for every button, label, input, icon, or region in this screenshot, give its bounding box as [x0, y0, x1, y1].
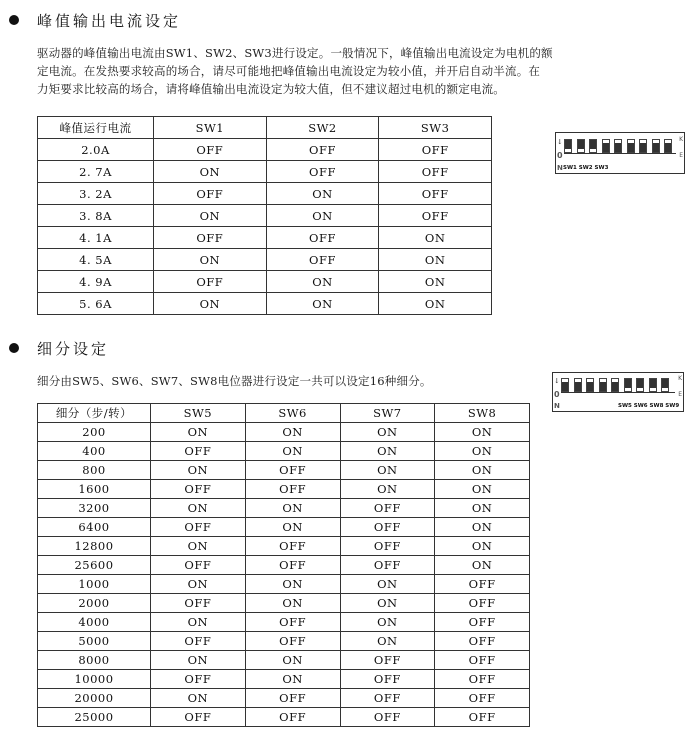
switch-state-cell: ON [340, 613, 435, 632]
switch-state-cell: OFF [435, 689, 530, 708]
microstep-description: 细分由SW5、SW6、SW7、SW8电位器进行设定一共可以设定16种细分。 [37, 374, 432, 388]
switch-state-cell: ON [435, 499, 530, 518]
row-label-cell: 200 [38, 423, 151, 442]
switch-state-cell: OFF [151, 594, 246, 613]
switch-state-cell: OFF [435, 594, 530, 613]
switch-state-cell: ON [266, 271, 379, 293]
table-row [38, 556, 530, 575]
table-row [38, 227, 492, 249]
peak-current-description [37, 44, 627, 98]
row-label-cell: 400 [38, 442, 151, 461]
row-label-cell: 10000 [38, 670, 151, 689]
row-label-cell: 8000 [38, 651, 151, 670]
table-row [38, 537, 530, 556]
table-row [38, 249, 492, 271]
table-row [38, 205, 492, 227]
switch-state-cell: ON [245, 594, 340, 613]
dip-switch-off [664, 139, 672, 153]
switch-state-cell: ON [151, 651, 246, 670]
dip-switch-on [577, 139, 585, 153]
row-label-cell: 4000 [38, 613, 151, 632]
dip-switch-off [652, 139, 660, 153]
section-bullet [9, 343, 19, 353]
arrow-down-icon: ↓ [557, 138, 563, 146]
switch-state-cell: OFF [266, 249, 379, 271]
switch-state-cell: OFF [379, 139, 492, 161]
switch-state-cell: ON [245, 670, 340, 689]
switch-state-cell: OFF [379, 183, 492, 205]
switch-state-cell: ON [151, 537, 246, 556]
row-label-cell: 25600 [38, 556, 151, 575]
switch-state-cell: ON [379, 227, 492, 249]
switch-state-cell: OFF [151, 670, 246, 689]
switch-state-cell: ON [245, 423, 340, 442]
dip-zero-mark: 0 [554, 390, 560, 399]
switch-state-cell: OFF [245, 461, 340, 480]
switch-state-cell: ON [154, 205, 267, 227]
switch-state-cell: OFF [245, 632, 340, 651]
row-label-cell: 1000 [38, 575, 151, 594]
switch-state-cell: ON [245, 651, 340, 670]
section-heading-peak-current: 峰值输出电流设定 [37, 12, 182, 30]
switch-state-cell: OFF [435, 632, 530, 651]
dip-switch-off [639, 139, 647, 153]
switch-state-cell: OFF [340, 556, 435, 575]
peak-current-table [37, 116, 492, 315]
switch-state-cell: OFF [340, 518, 435, 537]
switch-state-cell: ON [340, 632, 435, 651]
switch-state-cell: ON [151, 423, 246, 442]
switch-state-cell: ON [435, 518, 530, 537]
dip-switch-off [574, 378, 582, 392]
table-header-row [38, 404, 530, 423]
switch-state-cell: OFF [266, 161, 379, 183]
row-label-cell: 3. 2A [38, 183, 154, 205]
row-label-cell: 2000 [38, 594, 151, 613]
table-row [38, 708, 530, 727]
switch-state-cell: ON [340, 423, 435, 442]
table-row [38, 689, 530, 708]
switch-state-cell: ON [340, 442, 435, 461]
table-row [38, 161, 492, 183]
dip-n-mark: N [554, 402, 560, 410]
row-label-cell: 2.0A [38, 139, 154, 161]
table-row [38, 423, 530, 442]
row-label-cell: 6400 [38, 518, 151, 537]
switch-state-cell: ON [435, 423, 530, 442]
row-label-cell: 2. 7A [38, 161, 154, 183]
switch-state-cell: OFF [266, 227, 379, 249]
dip-switch-diagram-current [555, 132, 685, 174]
switch-state-cell: ON [151, 499, 246, 518]
switch-state-cell: ON [435, 442, 530, 461]
table-row [38, 594, 530, 613]
table-row [38, 139, 492, 161]
row-label-cell: 12800 [38, 537, 151, 556]
switch-state-cell: OFF [154, 271, 267, 293]
table-row [38, 499, 530, 518]
switch-state-cell: OFF [435, 575, 530, 594]
switch-state-cell: OFF [435, 708, 530, 727]
dip-switch-off [599, 378, 607, 392]
column-header: SW2 [266, 117, 379, 139]
switch-state-cell: ON [266, 293, 379, 315]
table-row [38, 183, 492, 205]
column-header: SW5 [151, 404, 246, 423]
switch-state-cell: OFF [266, 139, 379, 161]
table-row [38, 518, 530, 537]
switch-state-cell: OFF [340, 689, 435, 708]
dip-switch-on [661, 378, 669, 392]
switch-state-cell: OFF [154, 139, 267, 161]
row-label-cell: 1600 [38, 480, 151, 499]
switch-state-cell: OFF [245, 537, 340, 556]
switch-state-cell: OFF [435, 670, 530, 689]
switch-state-cell: ON [151, 689, 246, 708]
dip-switch-on [589, 139, 597, 153]
switch-state-cell: OFF [379, 205, 492, 227]
switch-state-cell: ON [435, 556, 530, 575]
table-row [38, 293, 492, 315]
switch-state-cell: ON [435, 537, 530, 556]
switch-state-cell: ON [340, 461, 435, 480]
switch-state-cell: ON [245, 518, 340, 537]
row-label-cell: 3200 [38, 499, 151, 518]
switch-state-cell: OFF [245, 480, 340, 499]
switch-state-cell: OFF [245, 689, 340, 708]
switch-state-cell: OFF [435, 651, 530, 670]
switch-state-cell: ON [435, 461, 530, 480]
row-label-cell: 800 [38, 461, 151, 480]
switch-state-cell: OFF [151, 632, 246, 651]
dip-side-letter-k: K [679, 136, 683, 143]
table-row [38, 271, 492, 293]
row-label-cell: 5. 6A [38, 293, 154, 315]
switch-state-cell: ON [379, 293, 492, 315]
switch-state-cell: ON [379, 249, 492, 271]
switch-state-cell: ON [266, 183, 379, 205]
switch-state-cell: OFF [340, 537, 435, 556]
dip-switch-off [614, 139, 622, 153]
column-header: SW8 [435, 404, 530, 423]
switch-state-cell: OFF [245, 556, 340, 575]
row-label-cell: 20000 [38, 689, 151, 708]
description-line: 力矩要求比较高的场合，请将峰值输出电流设定为较大值，但不建议超过电机的额定电流。 [37, 82, 505, 96]
dip-switch-diagram-microstep [552, 372, 684, 412]
column-header: SW1 [154, 117, 267, 139]
dip-switch-on [649, 378, 657, 392]
switch-state-cell: OFF [340, 670, 435, 689]
switch-state-cell: ON [154, 249, 267, 271]
row-label-cell: 25000 [38, 708, 151, 727]
dip-switch-on [624, 378, 632, 392]
switch-state-cell: OFF [151, 518, 246, 537]
description-line: 定电流。在发热要求较高的场合，请尽可能地把峰值输出电流设定为较小值，并开启自动半流。在 [37, 64, 541, 78]
switch-state-cell: OFF [151, 442, 246, 461]
table-row [38, 632, 530, 651]
column-header: 细分（步/转） [38, 404, 151, 423]
switch-state-cell: ON [245, 575, 340, 594]
switch-state-cell: ON [151, 575, 246, 594]
switch-state-cell: ON [340, 594, 435, 613]
table-row [38, 480, 530, 499]
table-row [38, 670, 530, 689]
dip-switch-off [561, 378, 569, 392]
column-header: SW3 [379, 117, 492, 139]
dip-switch-off [586, 378, 594, 392]
description-line: 驱动器的峰值输出电流由SW1、SW2、SW3进行设定。一般情况下，峰值输出电流设定为电机的额 [37, 46, 553, 60]
column-header: SW7 [340, 404, 435, 423]
dip-side-letter-e: E [679, 152, 683, 159]
switch-state-cell: OFF [245, 613, 340, 632]
dip-switch-off [627, 139, 635, 153]
switch-state-cell: OFF [379, 161, 492, 183]
table-header-row [38, 117, 492, 139]
switch-state-cell: OFF [151, 556, 246, 575]
switch-state-cell: ON [154, 161, 267, 183]
table-row [38, 575, 530, 594]
switch-state-cell: ON [151, 461, 246, 480]
switch-state-cell: OFF [245, 708, 340, 727]
switch-state-cell: OFF [151, 708, 246, 727]
dip-switch-off [602, 139, 610, 153]
switch-state-cell: OFF [340, 708, 435, 727]
dip-switch-labels: SW1 SW2 SW3 [563, 165, 609, 171]
arrow-down-icon: ↓ [554, 377, 560, 385]
table-row [38, 442, 530, 461]
dip-n-mark: N [557, 164, 563, 172]
row-label-cell: 5000 [38, 632, 151, 651]
switch-state-cell: OFF [151, 480, 246, 499]
switch-state-cell: ON [151, 613, 246, 632]
column-header: 峰值运行电流 [38, 117, 154, 139]
row-label-cell: 4. 9A [38, 271, 154, 293]
switch-state-cell: ON [154, 293, 267, 315]
switch-state-cell: OFF [154, 227, 267, 249]
dip-side-letter-e: E [678, 391, 682, 398]
switch-state-cell: ON [379, 271, 492, 293]
switch-state-cell: ON [435, 480, 530, 499]
switch-state-cell: OFF [340, 499, 435, 518]
dip-switch-on [564, 139, 572, 153]
microstep-table [37, 403, 530, 727]
switch-state-cell: OFF [340, 651, 435, 670]
section-heading-microstep: 细分设定 [37, 340, 110, 358]
row-label-cell: 3. 8A [38, 205, 154, 227]
section-bullet [9, 15, 19, 25]
dip-switch-labels: SW5 SW6 SW8 SW9 [618, 403, 680, 409]
switch-state-cell: ON [340, 575, 435, 594]
switch-state-cell: ON [245, 499, 340, 518]
dip-switch-off [611, 378, 619, 392]
column-header: SW6 [245, 404, 340, 423]
switch-state-cell: ON [245, 442, 340, 461]
dip-zero-mark: 0 [557, 151, 563, 160]
switch-state-cell: ON [266, 205, 379, 227]
row-label-cell: 4. 5A [38, 249, 154, 271]
switch-state-cell: ON [340, 480, 435, 499]
dip-side-letter-k: K [678, 375, 682, 382]
table-row [38, 461, 530, 480]
switch-state-cell: OFF [435, 613, 530, 632]
table-row [38, 651, 530, 670]
switch-state-cell: OFF [154, 183, 267, 205]
table-row [38, 613, 530, 632]
row-label-cell: 4. 1A [38, 227, 154, 249]
dip-switch-on [636, 378, 644, 392]
